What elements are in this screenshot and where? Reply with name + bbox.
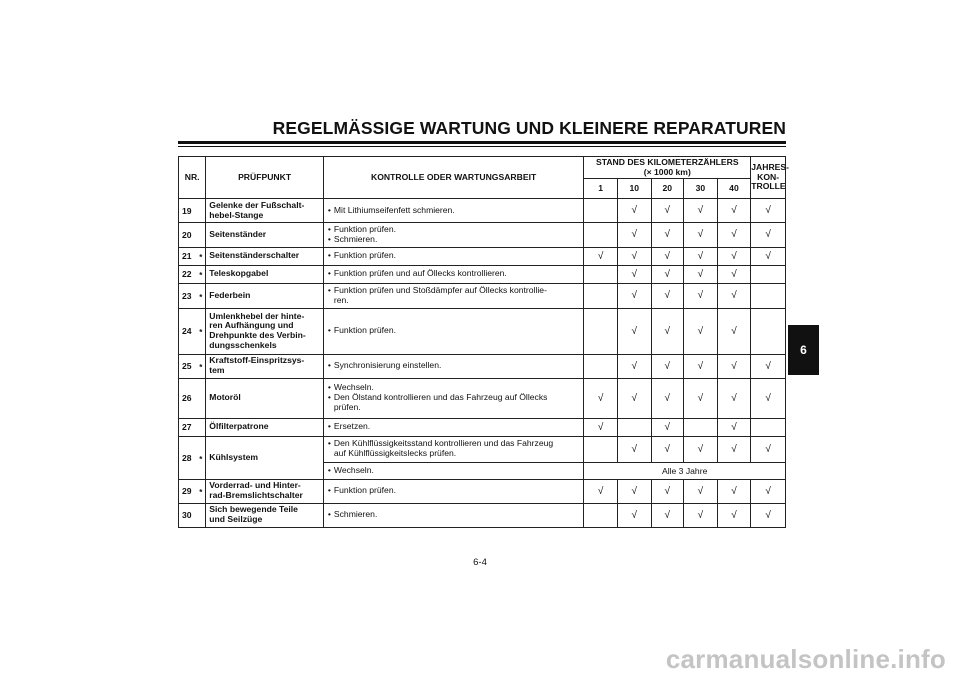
check-mark: √	[651, 418, 684, 436]
work-step: • Ersetzen.	[328, 422, 580, 432]
check-mark: √	[617, 436, 651, 462]
table-row	[179, 418, 786, 436]
dealer-mark	[196, 199, 205, 223]
work-list	[328, 269, 580, 279]
dealer-mark: *	[196, 436, 205, 479]
header-km-10: 10	[617, 179, 651, 199]
row-number: 23	[179, 283, 197, 308]
check-mark: √	[684, 223, 718, 248]
check-mark: √	[617, 265, 651, 283]
table-row	[179, 199, 786, 223]
row-number: 19	[179, 199, 197, 223]
check-mark: √	[751, 247, 786, 265]
work-list	[328, 286, 580, 306]
dealer-mark: *	[196, 308, 205, 354]
work-list	[328, 361, 580, 371]
check-mark: √	[617, 199, 651, 223]
work-list	[328, 251, 580, 261]
check-mark: √	[651, 223, 684, 248]
header-km-1: 1	[584, 179, 618, 199]
maintenance-work	[323, 247, 583, 265]
dealer-mark	[196, 418, 205, 436]
work-step: • Den Kühlflüssigkeitsstand kontrollieren und das Fahrzeug auf Kühlflüssigkeitslecks prüfen.	[328, 439, 580, 459]
table-row	[179, 378, 786, 418]
dealer-mark	[196, 503, 205, 527]
maintenance-work	[323, 479, 583, 503]
check-mark	[584, 503, 618, 527]
check-mark	[751, 265, 786, 283]
table-row	[179, 247, 786, 265]
header-km-20: 20	[651, 179, 684, 199]
row-number: 27	[179, 418, 197, 436]
check-mark: √	[717, 418, 751, 436]
row-number: 25	[179, 354, 197, 378]
check-mark: √	[717, 354, 751, 378]
table-row	[179, 308, 786, 354]
maintenance-work	[323, 308, 583, 354]
work-step: • Funktion prüfen.	[328, 486, 580, 496]
header-odometer	[584, 157, 751, 179]
check-item: Kühlsystem	[206, 436, 324, 479]
work-step: • Funktion prüfen.	[328, 225, 580, 235]
dealer-mark: *	[196, 283, 205, 308]
chapter-tab: 6	[788, 325, 819, 375]
table-row	[179, 283, 786, 308]
check-mark: √	[717, 308, 751, 354]
header-nr: NR.	[179, 157, 206, 199]
check-mark	[617, 418, 651, 436]
maintenance-work	[323, 503, 583, 527]
check-mark: √	[651, 199, 684, 223]
row-number: 24	[179, 308, 197, 354]
work-step: • Mit Lithiumseifenfett schmieren.	[328, 206, 580, 216]
check-item: Federbein	[206, 283, 324, 308]
check-mark: √	[651, 378, 684, 418]
page-number: 6-4	[473, 557, 487, 568]
check-mark: √	[617, 247, 651, 265]
row-number: 28	[179, 436, 197, 479]
watermark: carmanualsonline.info	[665, 644, 946, 674]
row-number: 22	[179, 265, 197, 283]
check-mark: √	[651, 479, 684, 503]
check-item: Gelenke der Fußschalt- hebel-Stange	[206, 199, 324, 223]
work-step: • Wechseln.	[328, 466, 580, 476]
row-number: 20	[179, 223, 197, 248]
check-item: Sich bewegende Teile und Seilzüge	[206, 503, 324, 527]
table-row	[179, 354, 786, 378]
check-mark: √	[584, 247, 618, 265]
check-mark: √	[684, 265, 718, 283]
work-step: • Schmieren.	[328, 235, 580, 245]
dealer-mark	[196, 378, 205, 418]
check-mark	[584, 223, 618, 248]
check-mark: √	[751, 223, 786, 248]
header-km-30: 30	[684, 179, 718, 199]
check-item: Seitenständer	[206, 223, 324, 248]
check-mark: √	[684, 247, 718, 265]
check-item: Ölfilterpatrone	[206, 418, 324, 436]
header-km-40: 40	[717, 179, 751, 199]
header-item: PRÜFPUNKT	[206, 157, 324, 199]
check-mark	[751, 418, 786, 436]
check-mark: √	[717, 479, 751, 503]
check-mark: √	[651, 354, 684, 378]
check-mark: √	[684, 503, 718, 527]
work-list	[328, 510, 580, 520]
check-mark: √	[751, 199, 786, 223]
table-row	[179, 223, 786, 248]
check-mark: √	[751, 503, 786, 527]
check-mark	[751, 308, 786, 354]
work-list	[328, 326, 580, 336]
check-mark: √	[751, 479, 786, 503]
row-number: 21	[179, 247, 197, 265]
check-mark: √	[717, 223, 751, 248]
check-mark	[751, 283, 786, 308]
check-mark	[584, 354, 618, 378]
work-list	[328, 466, 580, 476]
table-row	[179, 436, 786, 462]
header-annual: JAHRES- KON- TROLLE	[751, 157, 786, 199]
page-title: REGELMÄSSIGE WARTUNG UND KLEINERE REPARATUREN	[272, 118, 786, 138]
interval-note: Alle 3 Jahre	[584, 462, 786, 479]
check-mark: √	[717, 265, 751, 283]
maintenance-work	[323, 283, 583, 308]
table-row	[179, 479, 786, 503]
check-mark: √	[584, 378, 618, 418]
check-item: Umlenkhebel der hinte- ren Aufhängung und Drehpunkte des Verbin- dungsschenkels	[206, 308, 324, 354]
check-mark: √	[651, 436, 684, 462]
check-mark: √	[617, 354, 651, 378]
work-list	[328, 225, 580, 245]
check-mark: √	[617, 223, 651, 248]
maintenance-work	[323, 199, 583, 223]
check-mark: √	[751, 354, 786, 378]
check-mark: √	[684, 378, 718, 418]
check-mark	[584, 436, 618, 462]
maintenance-table	[178, 156, 789, 528]
check-mark: √	[717, 283, 751, 308]
work-step: • Wechseln.	[328, 383, 580, 393]
maintenance-work	[323, 436, 583, 462]
maintenance-work	[323, 418, 583, 436]
row-number: 30	[179, 503, 197, 527]
check-mark: √	[684, 479, 718, 503]
check-mark	[584, 199, 618, 223]
check-item: Kraftstoff-Einspritzsys- tem	[206, 354, 324, 378]
work-list	[328, 383, 580, 413]
check-mark: √	[617, 378, 651, 418]
check-mark: √	[651, 247, 684, 265]
check-item: Seitenständerschalter	[206, 247, 324, 265]
check-mark: √	[651, 283, 684, 308]
check-mark: √	[751, 436, 786, 462]
check-mark: √	[751, 378, 786, 418]
title-rule-thin	[178, 146, 786, 147]
title-rule-thick	[178, 141, 786, 144]
check-mark: √	[617, 479, 651, 503]
row-number: 26	[179, 378, 197, 418]
work-step: • Funktion prüfen und Stoßdämpfer auf Öllecks kontrollie- ren.	[328, 286, 580, 306]
check-mark	[684, 418, 718, 436]
check-item: Motoröl	[206, 378, 324, 418]
maintenance-work	[323, 462, 583, 479]
check-mark: √	[617, 503, 651, 527]
check-item: Teleskopgabel	[206, 265, 324, 283]
header-odometer-unit: (× 1000 km)	[643, 166, 691, 177]
check-item: Vorderrad- und Hinter- rad-Bremslichtschalter	[206, 479, 324, 503]
dealer-mark: *	[196, 479, 205, 503]
maintenance-work	[323, 378, 583, 418]
header-work: KONTROLLE ODER WARTUNGSARBEIT	[323, 157, 583, 199]
work-list	[328, 206, 580, 216]
work-step: • Synchronisierung einstellen.	[328, 361, 580, 371]
dealer-mark: *	[196, 354, 205, 378]
header-odometer-title: STAND DES KILOMETERZÄHLERS	[595, 156, 739, 167]
check-mark: √	[617, 308, 651, 354]
check-mark: √	[684, 354, 718, 378]
check-mark	[584, 308, 618, 354]
table-row	[179, 503, 786, 527]
check-mark: √	[584, 418, 618, 436]
table-row	[179, 265, 786, 283]
check-mark: √	[717, 436, 751, 462]
maintenance-work	[323, 265, 583, 283]
row-number: 29	[179, 479, 197, 503]
dealer-mark: *	[196, 247, 205, 265]
work-step: • Funktion prüfen.	[328, 326, 580, 336]
check-mark: √	[684, 308, 718, 354]
check-mark: √	[717, 503, 751, 527]
check-mark: √	[684, 436, 718, 462]
check-mark	[584, 283, 618, 308]
maintenance-work	[323, 354, 583, 378]
work-list	[328, 439, 580, 459]
check-mark: √	[717, 378, 751, 418]
check-mark: √	[684, 283, 718, 308]
check-mark: √	[651, 308, 684, 354]
check-mark: √	[584, 479, 618, 503]
dealer-mark: *	[196, 265, 205, 283]
check-mark	[584, 265, 618, 283]
work-step: • Schmieren.	[328, 510, 580, 520]
work-list	[328, 422, 580, 432]
maintenance-work	[323, 223, 583, 248]
work-step: • Funktion prüfen.	[328, 251, 580, 261]
work-step: • Funktion prüfen und auf Öllecks kontrollieren.	[328, 269, 580, 279]
check-mark: √	[651, 503, 684, 527]
check-mark: √	[717, 199, 751, 223]
dealer-mark	[196, 223, 205, 248]
check-mark: √	[617, 283, 651, 308]
work-list	[328, 486, 580, 496]
work-step: • Den Ölstand kontrollieren und das Fahrzeug auf Öllecks prüfen.	[328, 393, 580, 413]
check-mark: √	[717, 247, 751, 265]
check-mark: √	[651, 265, 684, 283]
check-mark: √	[684, 199, 718, 223]
